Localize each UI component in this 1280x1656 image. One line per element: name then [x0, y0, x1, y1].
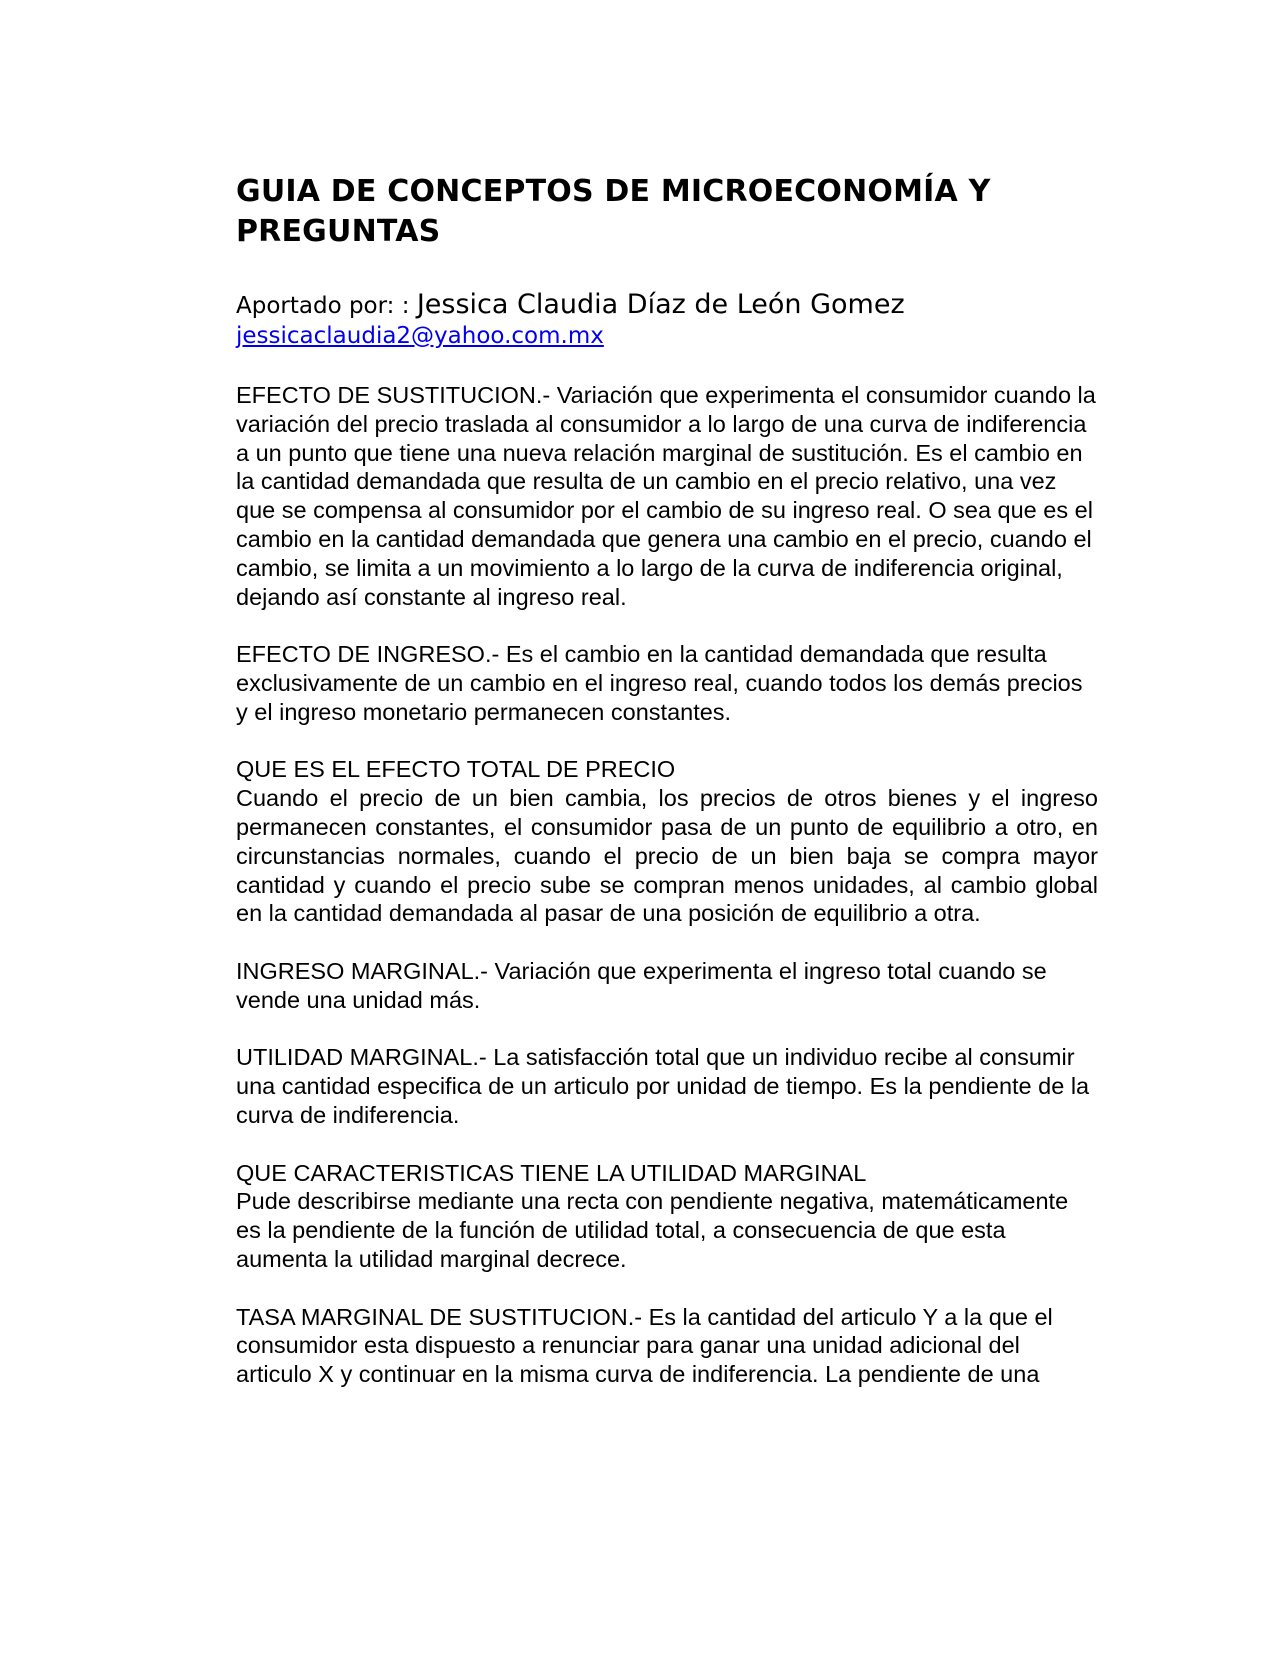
paragraph-text: Cuando el precio de un bien cambia, los precios de otros bienes y el ingreso permanecen constantes, el consumidor pasa de un punto de equilibrio a otro, en circunstancias normales, cuando el precio de un bien baja se compra mayor cantidad y cuando el precio sube se compran menos unidades, al cambio global en la cantidad demandada al pasar de una posición de equilibrio a otra.: [236, 785, 1098, 927]
author-line: [236, 290, 1098, 351]
paragraph-efecto-total-precio: [236, 755, 1098, 928]
paragraph-ingreso-marginal: [236, 957, 1098, 1015]
paragraph-caracteristicas-utilidad: [236, 1159, 1098, 1274]
paragraph-utilidad-marginal: [236, 1043, 1098, 1129]
document-page: [236, 172, 1098, 1389]
author-prefix: Aportado por: :: [236, 293, 417, 319]
paragraph-tasa-marginal-sustitucion: [236, 1303, 1098, 1389]
author-email-link[interactable]: jessicaclaudia2@yahoo.com.mx: [236, 323, 604, 349]
paragraph-text: Pude describirse mediante una recta con pendiente negativa, matemáticamente es la pendiente de la función de utilidad total, a consecuencia de que esta aumenta la utilidad marginal decrece.: [236, 1188, 1069, 1272]
paragraph-text: EFECTO DE INGRESO.- Es el cambio en la cantidad demandada que resulta exclusivamente de un cambio en el ingreso real, cuando todos los demás precios y el ingreso monetario permanecen constantes.: [236, 641, 1083, 725]
paragraph-efecto-sustitucion: [236, 381, 1098, 611]
paragraph-heading: QUE ES EL EFECTO TOTAL DE PRECIO: [236, 756, 676, 783]
document-title: GUIA DE CONCEPTOS DE MICROECONOMÍA Y PREGUNTAS: [236, 174, 991, 249]
paragraph-text: TASA MARGINAL DE SUSTITUCION.- Es la cantidad del articulo Y a la que el consumidor esta dispuesto a renunciar para ganar una unidad adicional del articulo X y continuar en la misma curva de indiferencia. La pendiente de una: [236, 1303, 1053, 1388]
paragraph-efecto-ingreso: [236, 640, 1098, 726]
author-name: Jessica Claudia Díaz de León Gomez: [416, 289, 905, 320]
paragraph-text: UTILIDAD MARGINAL.- La satisfacción total que un individuo recibe al consumir una cantidad especifica de un articulo por unidad de tiempo. Es la pendiente de la curva de indiferencia.: [236, 1044, 1090, 1128]
paragraph-heading: QUE CARACTERISTICAS TIENE LA UTILIDAD MARGINAL: [236, 1159, 867, 1186]
paragraph-text: EFECTO DE SUSTITUCION.- Variación que experimenta el consumidor cuando la variación del precio traslada al consumidor a lo largo de una curva de indiferencia a un punto que tiene una nueva relación marginal de sustitución. Es el cambio en la cantidad demandada que resulta de un cambio en el precio relativo, una vez que se compensa al consumidor por el cambio de su ingreso real. O sea que es el cambio en la cantidad demandada que genera una cambio en el precio, cuando el cambio, se limita a un movimiento a lo largo de la curva de indiferencia original, dejando así constante al ingreso real.: [236, 382, 1096, 610]
paragraph-text: INGRESO MARGINAL.- Variación que experimenta el ingreso total cuando se vende una unidad más.: [236, 957, 1047, 1013]
